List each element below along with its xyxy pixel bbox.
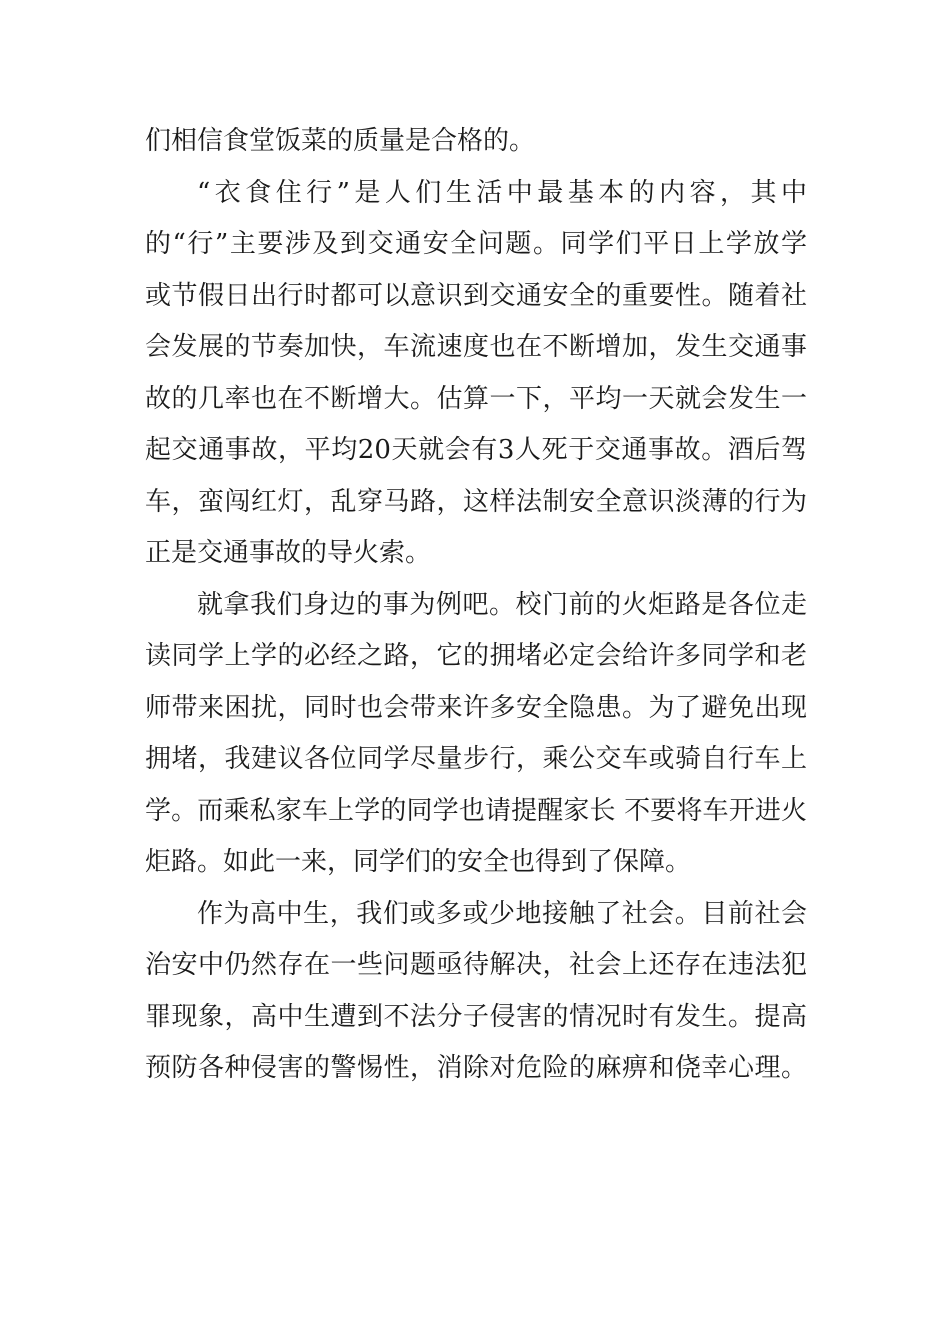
text-line: 作为高中生，我们或多或少地接触了社会。目前社会	[197, 898, 807, 929]
text-line: 们相信食堂饭菜的质量是合格的。	[145, 126, 536, 156]
text-line: “衣食住行”是人们生活中最基本的内容，其中	[197, 177, 807, 208]
text-line: 读同学上学的必经之路，它的拥堵必定会给许多同学和老	[145, 641, 807, 671]
text-line: 师带来困扰，同时也会带来许多安全隐患。为了避免出现	[145, 692, 807, 723]
text-line: 就拿我们身边的事为例吧。校门前的火炬路是各位走	[197, 589, 807, 620]
text-line: 治安中仍然存在一些问题亟待解决，社会上还存在违法犯	[145, 950, 807, 980]
text-line: 会发展的节奏加快，车流速度也在不断增加，发生交通事	[145, 332, 807, 362]
paragraph-3	[145, 580, 807, 889]
paragraph-1	[145, 116, 807, 168]
text-line: 炬路。如此一来，同学们的安全也得到了保障。	[145, 847, 692, 877]
document-body	[145, 116, 807, 1095]
text-line: 正是交通事故的导火索。	[145, 538, 432, 568]
paragraph-4	[145, 889, 807, 1095]
text-line: 预防各种侵害的警惕性，消除对危险的麻痹和侥幸心理。	[145, 1053, 807, 1083]
text-line: 故的几率也在不断增大。估算一下，平均一天就会发生一	[145, 383, 807, 414]
text-line: 起交通事故，平均20天就会有3人死于交通事故。酒后驾	[145, 435, 807, 465]
text-line: 或节假日出行时都可以意识到交通安全的重要性。随着社	[145, 280, 807, 311]
paragraph-2	[145, 168, 807, 580]
text-line: 拥堵，我建议各位同学尽量步行，乘公交车或骑自行车上	[145, 744, 807, 774]
text-line: 的“行”主要涉及到交通安全问题。同学们平日上学放学	[145, 229, 807, 259]
text-line: 学。而乘私家车上学的同学也请提醒家长 不要将车开进火	[145, 795, 807, 826]
text-line: 罪现象，高中生遭到不法分子侵害的情况时有发生。提高	[145, 1001, 807, 1032]
text-line: 车，蛮闯红灯，乱穿马路，这样法制安全意识淡薄的行为	[145, 486, 807, 517]
